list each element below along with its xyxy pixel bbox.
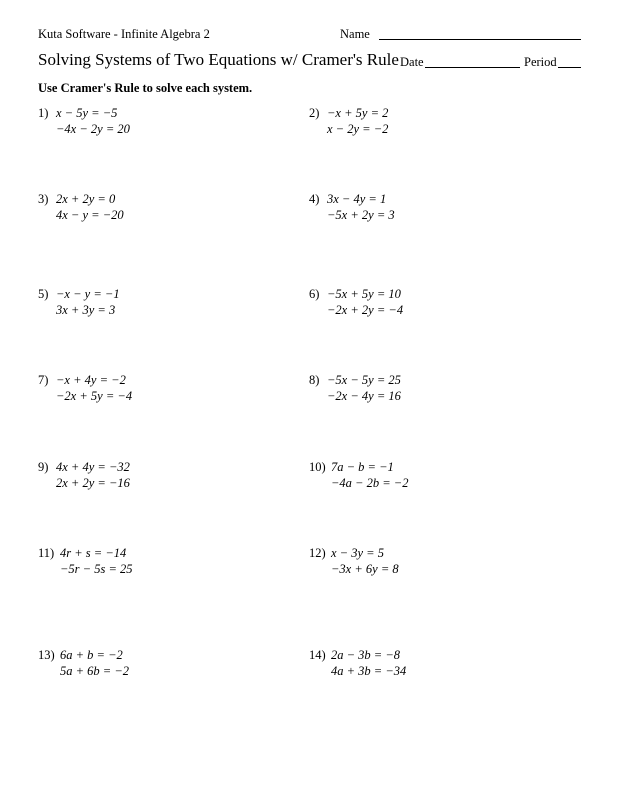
software-label: Kuta Software - Infinite Algebra 2 bbox=[38, 27, 210, 41]
instructions: Use Cramer's Rule to solve each system. bbox=[38, 81, 253, 95]
equation-2: 2x + 2y = −16 bbox=[56, 476, 130, 490]
equation-2: 5a + 6b = −2 bbox=[60, 664, 130, 678]
problem-number: 2) bbox=[309, 106, 320, 120]
equation-2: −2x + 2y = −4 bbox=[327, 303, 404, 317]
equation-2: 3x + 3y = 3 bbox=[56, 303, 116, 317]
equation-1: 4x + 4y = −32 bbox=[56, 460, 130, 474]
equation-1: 6a + b = −2 bbox=[60, 648, 123, 662]
equation-1: 2x + 2y = 0 bbox=[56, 192, 116, 206]
problem-number: 13) bbox=[38, 648, 55, 662]
equation-1: −5x + 5y = 10 bbox=[327, 287, 401, 301]
equation-2: −4x − 2y = 20 bbox=[56, 122, 130, 136]
equation-2: 4x − y = −20 bbox=[56, 208, 124, 222]
equation-2: −4a − 2b = −2 bbox=[331, 476, 409, 490]
equation-2: −3x + 6y = 8 bbox=[331, 562, 399, 576]
equation-1: −x + 4y = −2 bbox=[56, 373, 126, 387]
period-blank-line bbox=[558, 67, 581, 68]
equation-2: −5r − 5s = 25 bbox=[60, 562, 133, 576]
equation-2: −2x + 5y = −4 bbox=[56, 389, 133, 403]
problem-number: 10) bbox=[309, 460, 326, 474]
problem-number: 6) bbox=[309, 287, 320, 301]
problem-number: 7) bbox=[38, 373, 49, 387]
problem-number: 5) bbox=[38, 287, 49, 301]
equation-2: x − 2y = −2 bbox=[327, 122, 389, 136]
problem-number: 1) bbox=[38, 106, 49, 120]
equation-1: −x + 5y = 2 bbox=[327, 106, 389, 120]
equation-2: −2x − 4y = 16 bbox=[327, 389, 401, 403]
equation-1: x − 5y = −5 bbox=[56, 106, 118, 120]
period-label: Period bbox=[524, 55, 557, 69]
equation-2: −5x + 2y = 3 bbox=[327, 208, 395, 222]
equation-1: x − 3y = 5 bbox=[331, 546, 384, 560]
problem-number: 14) bbox=[309, 648, 326, 662]
equation-1: −x − y = −1 bbox=[56, 287, 120, 301]
name-blank-line bbox=[379, 39, 581, 40]
equation-1: −5x − 5y = 25 bbox=[327, 373, 401, 387]
problem-number: 11) bbox=[38, 546, 55, 560]
equation-1: 3x − 4y = 1 bbox=[327, 192, 387, 206]
date-label: Date bbox=[400, 55, 424, 69]
name-label: Name bbox=[340, 27, 370, 41]
equation-1: 7a − b = −1 bbox=[331, 460, 394, 474]
equation-1: 2a − 3b = −8 bbox=[331, 648, 401, 662]
worksheet-title: Solving Systems of Two Equations w/ Cramer's Rule bbox=[38, 50, 399, 69]
problem-number: 3) bbox=[38, 192, 49, 206]
problem-number: 8) bbox=[309, 373, 320, 387]
problem-number: 12) bbox=[309, 546, 326, 560]
date-blank-line bbox=[425, 67, 520, 68]
problem-number: 4) bbox=[309, 192, 320, 206]
equation-1: 4r + s = −14 bbox=[60, 546, 127, 560]
problem-number: 9) bbox=[38, 460, 49, 474]
equation-2: 4a + 3b = −34 bbox=[331, 664, 407, 678]
